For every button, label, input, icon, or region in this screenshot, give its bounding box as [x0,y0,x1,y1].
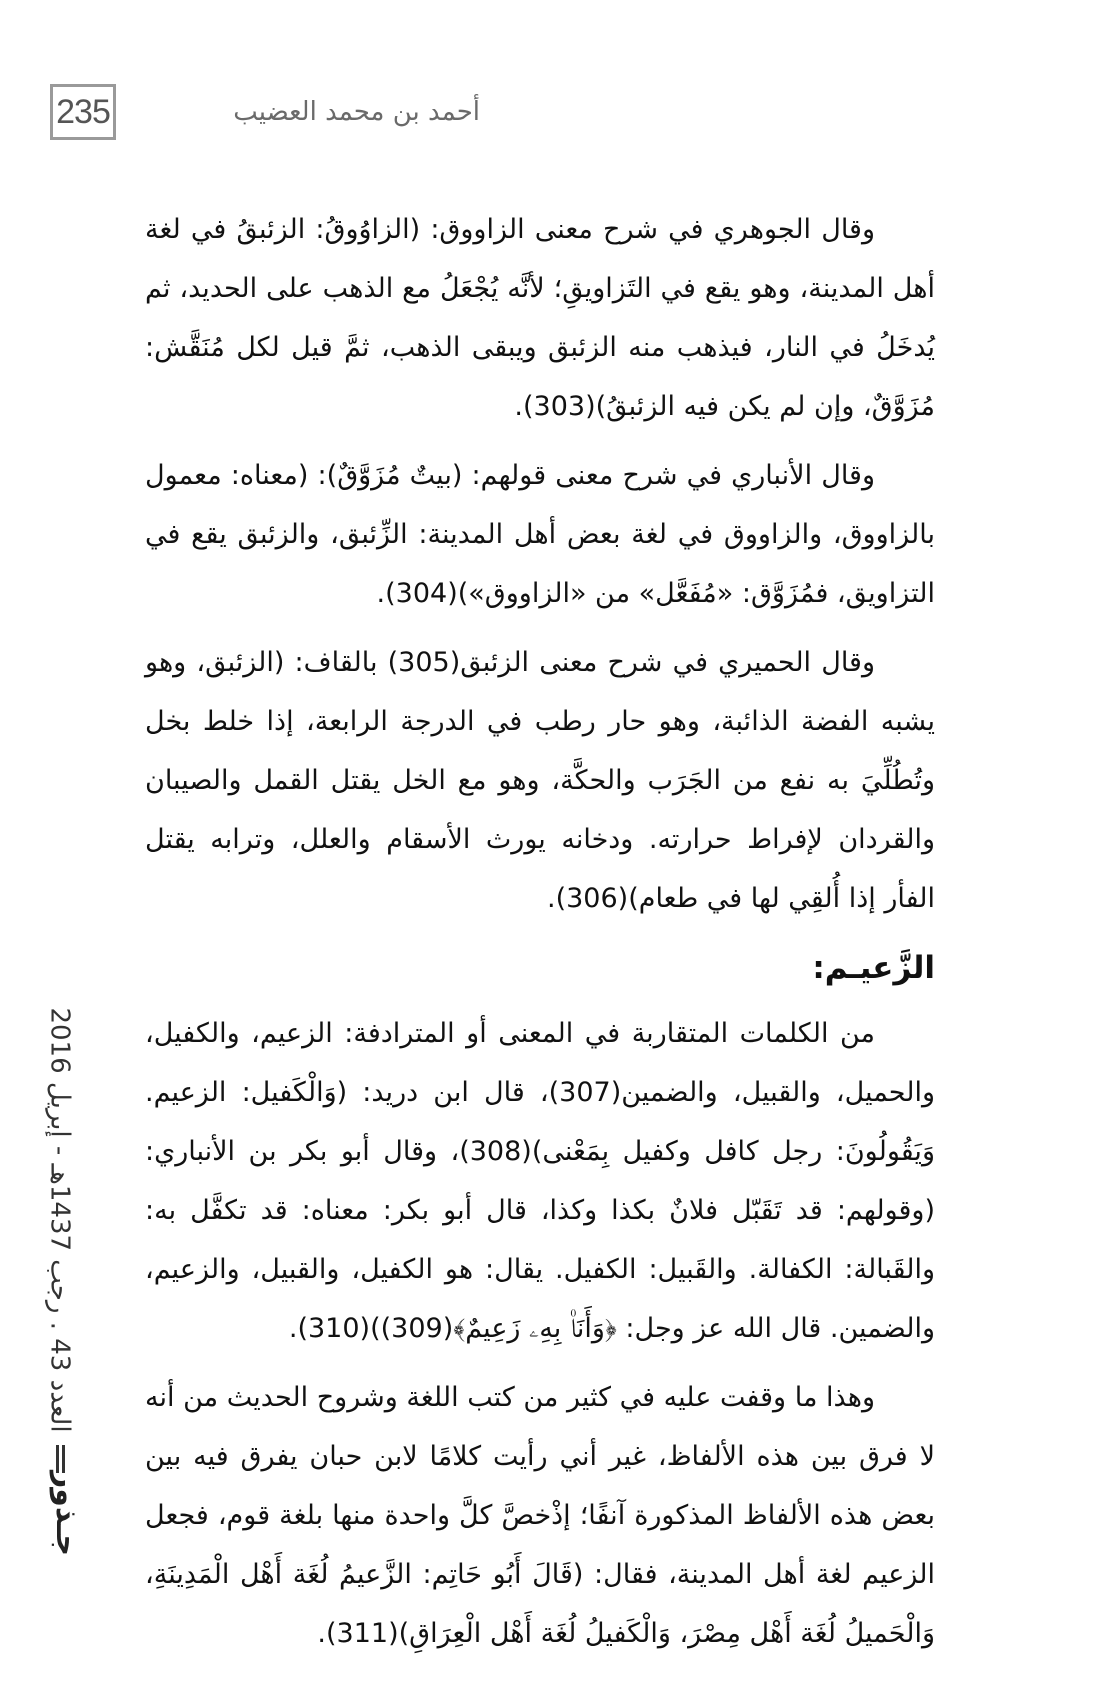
running-head-author: أحمد بن محمد العضيب [233,97,480,127]
paragraph-synonyms: من الكلمات المتقاربة في المعنى أو المترادفة: الزعيم، والكفيل، والحميل، والقبيل، والضمين(307)، قال ابن دريد: (وَالْكَفيل: الزعيم. وَيَقُولُونَ: رجل كافل وكفيل بِمَعْنى)(308)، وقال أبو بكر بن الأنباري: (وقولهم: قد تَقَبّل فلانٌ بكذا وكذا، قال أبو بكر: معناه: قد تكفَّل به: والقَبالة: الكفالة. والقَبيل: الكفيل. يقال: هو الكفيل، والقبيل، والزعيم، والضمين. قال الله عز وجل: ﴿وَأَنَا۠ بِهِۦ زَعِيمٌ﴾(309))(310). [145,1018,935,1344]
paragraph-ibn-hibban: وهذا ما وقفت عليه في كثير من كتب اللغة وشروح الحديث من أنه لا فرق بين هذه الألفاظ، غير أني رأيت كلامًا لابن حبان يفرق فيه بين بعض هذه الألفاظ المذكورة آنفًا؛ إذْخصَّ كلَّ واحدة منها بلغة قوم، فجعل الزعيم لغة أهل المدينة، فقال: (قَالَ أَبُو حَاتِم: الزَّعيمُ لُغَة أَهْل الْمَدِينَةِ، وَالْحَميلُ لُغَة أَهْل مِصْرَ، وَالْكَفيلُ لُغَة أَهْل الْعِرَاقِ)(311). [145,1382,935,1649]
paragraph-jawhari: وقال الجوهري في شرح معنى الزاووق: (الزاوُوقُ: الزئبقُ في لغة أهل المدينة، وهو يقع في التَزاويقِ؛ لأنَّه يُجْعَلُ مع الذهب على الحديد، ثم يُدخَلُ في النار، فيذهب منه الزئبق ويبقى الذهب، ثمَّ قيل لكل مُنَقَّش: مُزَوَّقٌ، وإن لم يكن فيه الزئبقُ)(303). [145,214,935,422]
page-number: 235 [50,84,116,140]
journal-logo-text: جـذور [49,1470,85,1556]
article-body [145,200,935,1673]
section-heading: الزَّعيـم: [812,950,935,986]
issue-info-text: العدد 43 . رجب 1437هـ - إبريل 2016 [45,1007,75,1433]
side-divider [56,1445,59,1473]
side-divider [62,1445,65,1473]
paragraph-himyari: وقال الحميري في شرح معنى الزئبق(305) بالقاف: (الزئبق، وهو يشبه الفضة الذائبة، وهو حار رطب في الدرجة الرابعة، إذا خلط بخل وتُطُلِّيَ به نفع من الجَرَب والحكَّة، وهو مع الخل يقتل القمل والصيبان والقردان لإفراط حرارته. ودخانه يورث الأسقام والعلل، وترابه يقتل الفأر إذا أُلقِي لها في طعام)(306). [145,647,935,914]
journal-logo [36,1470,98,1556]
paragraph-anbari: وقال الأنباري في شرح معنى قولهم: (بيتٌ مُزَوَّقٌ): (معناه: معمول بالزاووق، والزاووق في لغة بعض أهل المدينة: الزِّئبق، والزئبق يقع في التزاويق، فمُزَوَّق: «مُفَعَّل» من «الزاووق»)(304). [145,460,935,609]
issue-info [30,1000,90,1440]
